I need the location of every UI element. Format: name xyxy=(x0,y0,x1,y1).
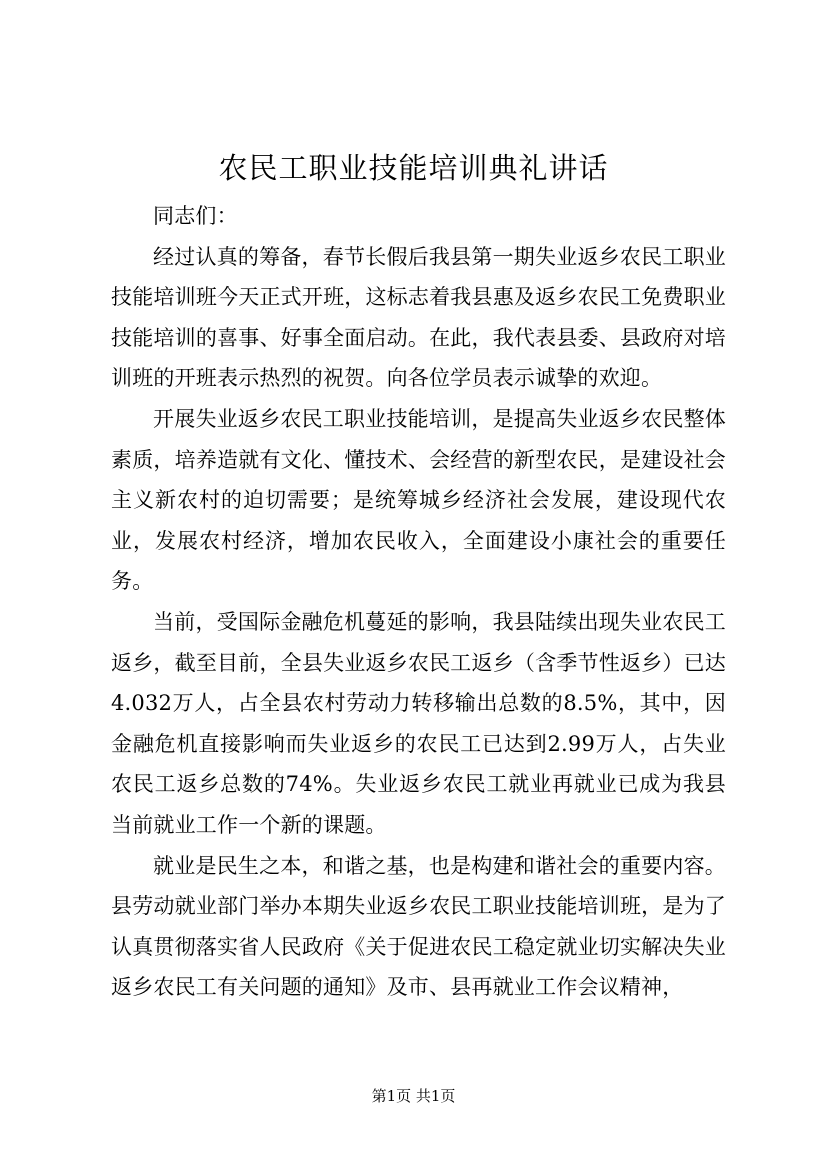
paragraph-significance: 开展失业返乡农民工职业技能培训，是提高失业返乡农民整体素质，培养造就有文化、懂技术、会经营的新型农民，是建设社会主义新农村的迫切需要；是统筹城乡经济社会发展，建设现代农业，发展农村经济，增加农民收入，全面建设小康社会的重要任务。 xyxy=(111,406,726,594)
document-body xyxy=(111,196,726,1008)
greeting: 同志们： xyxy=(153,204,238,228)
paragraph-opening: 经过认真的筹备，春节长假后我县第一期失业返乡农民工职业技能培训班今天正式开班，这标志着我县惠及返乡农民工免费职业技能培训的喜事、好事全面启动。在此，我代表县委、县政府对培训班的开班表示热烈的祝贺。向各位学员表示诚挚的欢迎。 xyxy=(111,244,726,391)
paragraph-current-situation: 当前，受国际金融危机蔓延的影响，我县陆续出现失业农民工返乡，截至目前，全县失业返乡农民工返乡（含季节性返乡）已达4.032万人，占全县农村劳动力转移输出总数的8.5%，其中，因金融危机直接影响而失业返乡的农民工已达到2.99万人，占失业农民工返乡总数的74%。失业返乡农民工就业再就业已成为我县当前就业工作一个新的课题。 xyxy=(111,609,726,837)
document-title: 农民工职业技能培训典礼讲话 xyxy=(218,151,609,185)
paragraph-employment: 就业是民生之本，和谐之基，也是构建和谐社会的重要内容。县劳动就业部门举办本期失业返乡农民工职业技能培训班，是为了认真贯彻落实省人民政府《关于促进农民工稳定就业切实解决失业返乡农民工有关问题的通知》及市、县再就业工作会议精神， xyxy=(111,853,726,1000)
page-number-footer: 第1页 共1页 xyxy=(371,1087,456,1105)
